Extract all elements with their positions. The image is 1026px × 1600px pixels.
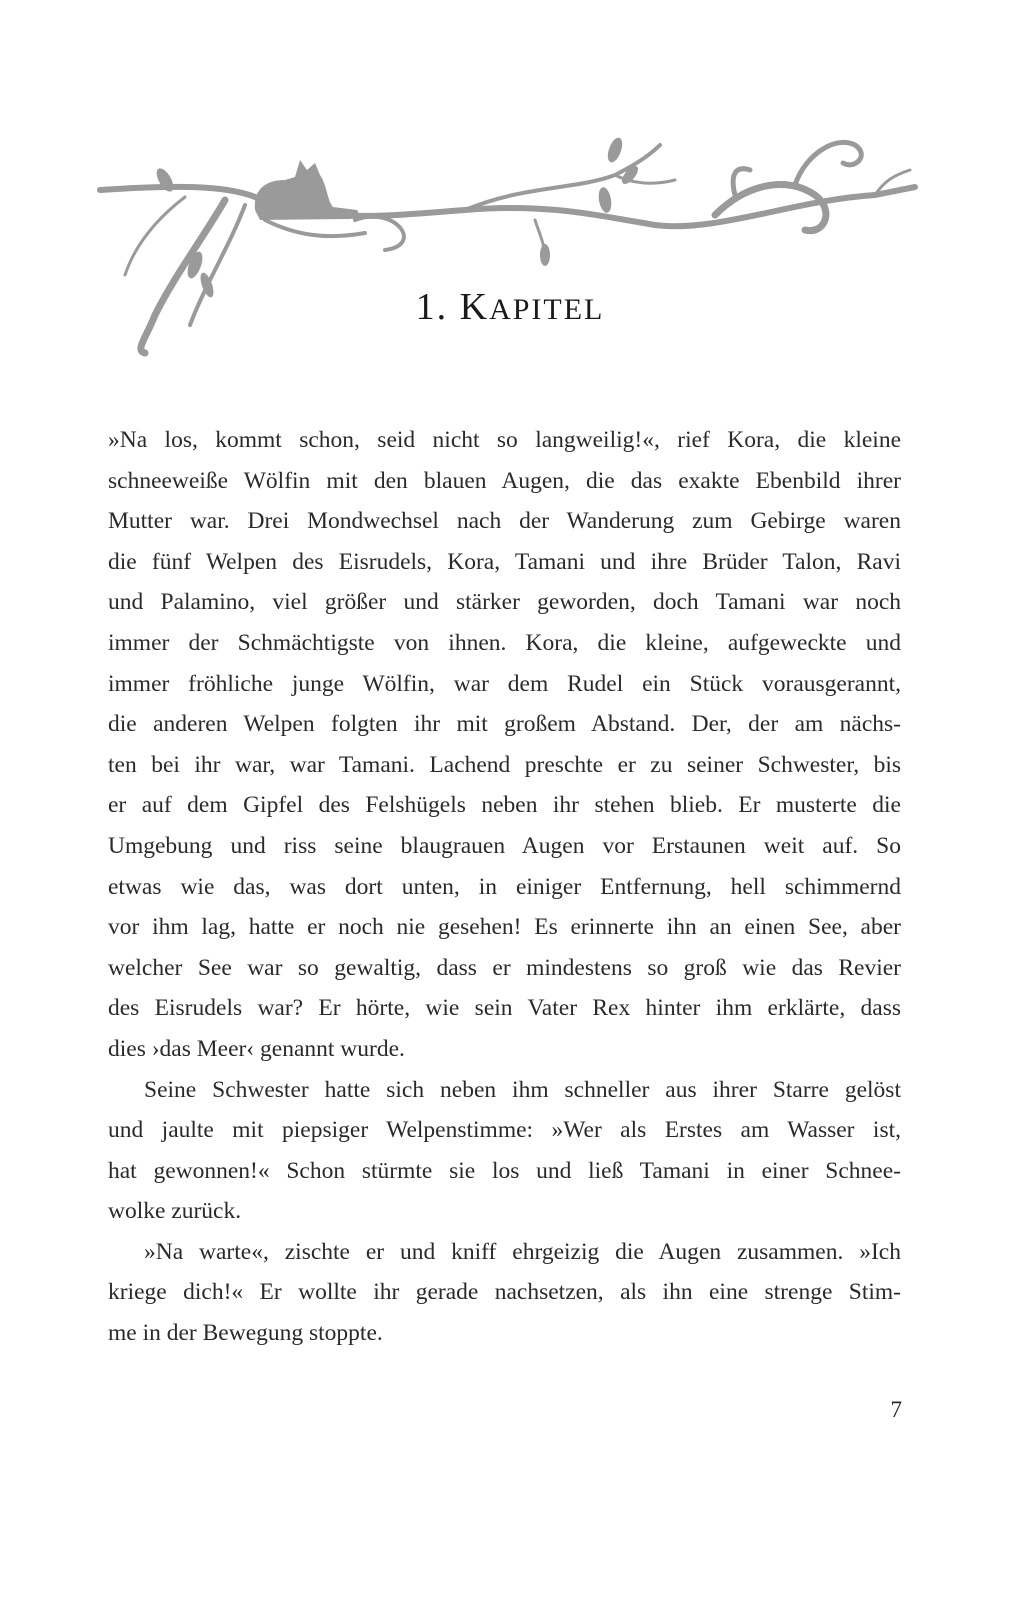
paragraph <box>108 420 901 1070</box>
text-line: immer fröhliche junge Wölfin, war dem Rudel ein Stück vorausgerannt, <box>108 670 901 697</box>
text-line: und Palamino, viel größer und stärker geworden, doch Tamani war noch <box>108 589 901 616</box>
text-line: dies ›das Meer‹ genannt wurde. <box>108 1035 405 1062</box>
text-line: welcher See war so gewaltig, dass er mindestens so groß wie das Revier <box>108 954 901 981</box>
text-line: etwas wie das, was dort unten, in einiger Entfernung, hell schimmernd <box>108 873 901 900</box>
text-line: Seine Schwester hatte sich neben ihm schneller aus ihrer Starre gelöst <box>144 1076 901 1103</box>
text-line: und jaulte mit piepsiger Welpenstimme: »Wer als Erstes am Wasser ist, <box>108 1117 901 1144</box>
text-line: »Na los, kommt schon, seid nicht so langweilig!«, rief Kora, die kleine <box>108 427 901 453</box>
text-line: me in der Bewegung stoppte. <box>108 1320 383 1347</box>
text-line: Umgebung und riss seine blaugrauen Augen vor Erstaunen weit auf. So <box>108 832 901 859</box>
text-line: die anderen Welpen folgten ihr mit großem Abstand. Der, der am nächs- <box>108 711 901 738</box>
page-number: 7 <box>890 1397 902 1422</box>
text-line: ten bei ihr war, war Tamani. Lachend preschte er zu seiner Schwester, bis <box>108 751 901 778</box>
chapter-number: 1. <box>415 286 449 328</box>
chapter-title-initial: K <box>459 286 490 328</box>
paragraph <box>108 1232 901 1354</box>
text-line: wolke zurück. <box>108 1198 242 1225</box>
text-line: hat gewonnen!« Schon stürmte sie los und ließ Tamani in einer Schnee- <box>108 1157 901 1184</box>
text-line: schneeweiße Wölfin mit den blauen Augen, die das exakte Ebenbild ihrer <box>108 467 901 494</box>
wolf-silhouette-icon <box>255 160 358 220</box>
text-line: des Eisrudels war? Er hörte, wie sein Vater Rex hinter ihm erklärte, dass <box>108 995 901 1022</box>
text-line: die fünf Welpen des Eisrudels, Kora, Tamani und ihre Brüder Talon, Ravi <box>108 548 901 575</box>
text-line: er auf dem Gipfel des Felshügels neben ihr stehen blieb. Er musterte die <box>108 792 901 819</box>
body-text <box>108 420 901 1354</box>
text-line: »Na warte«, zischte er und kniff ehrgeizig die Augen zusammen. »Ich <box>144 1238 901 1265</box>
paragraph <box>108 1070 901 1232</box>
chapter-title-rest: APITEL <box>489 293 605 326</box>
text-line: vor ihm lag, hatte er noch nie gesehen! Es erinnerte ihn an einen See, aber <box>108 914 901 941</box>
chapter-title <box>380 285 640 329</box>
text-line: Mutter war. Drei Mondwechsel nach der Wanderung zum Gebirge waren <box>108 508 901 535</box>
text-line: immer der Schmächtigste von ihnen. Kora, die kleine, aufgeweckte und <box>108 629 901 656</box>
text-line: kriege dich!« Er wollte ihr gerade nachsetzen, als ihn eine strenge Stim- <box>108 1279 901 1306</box>
